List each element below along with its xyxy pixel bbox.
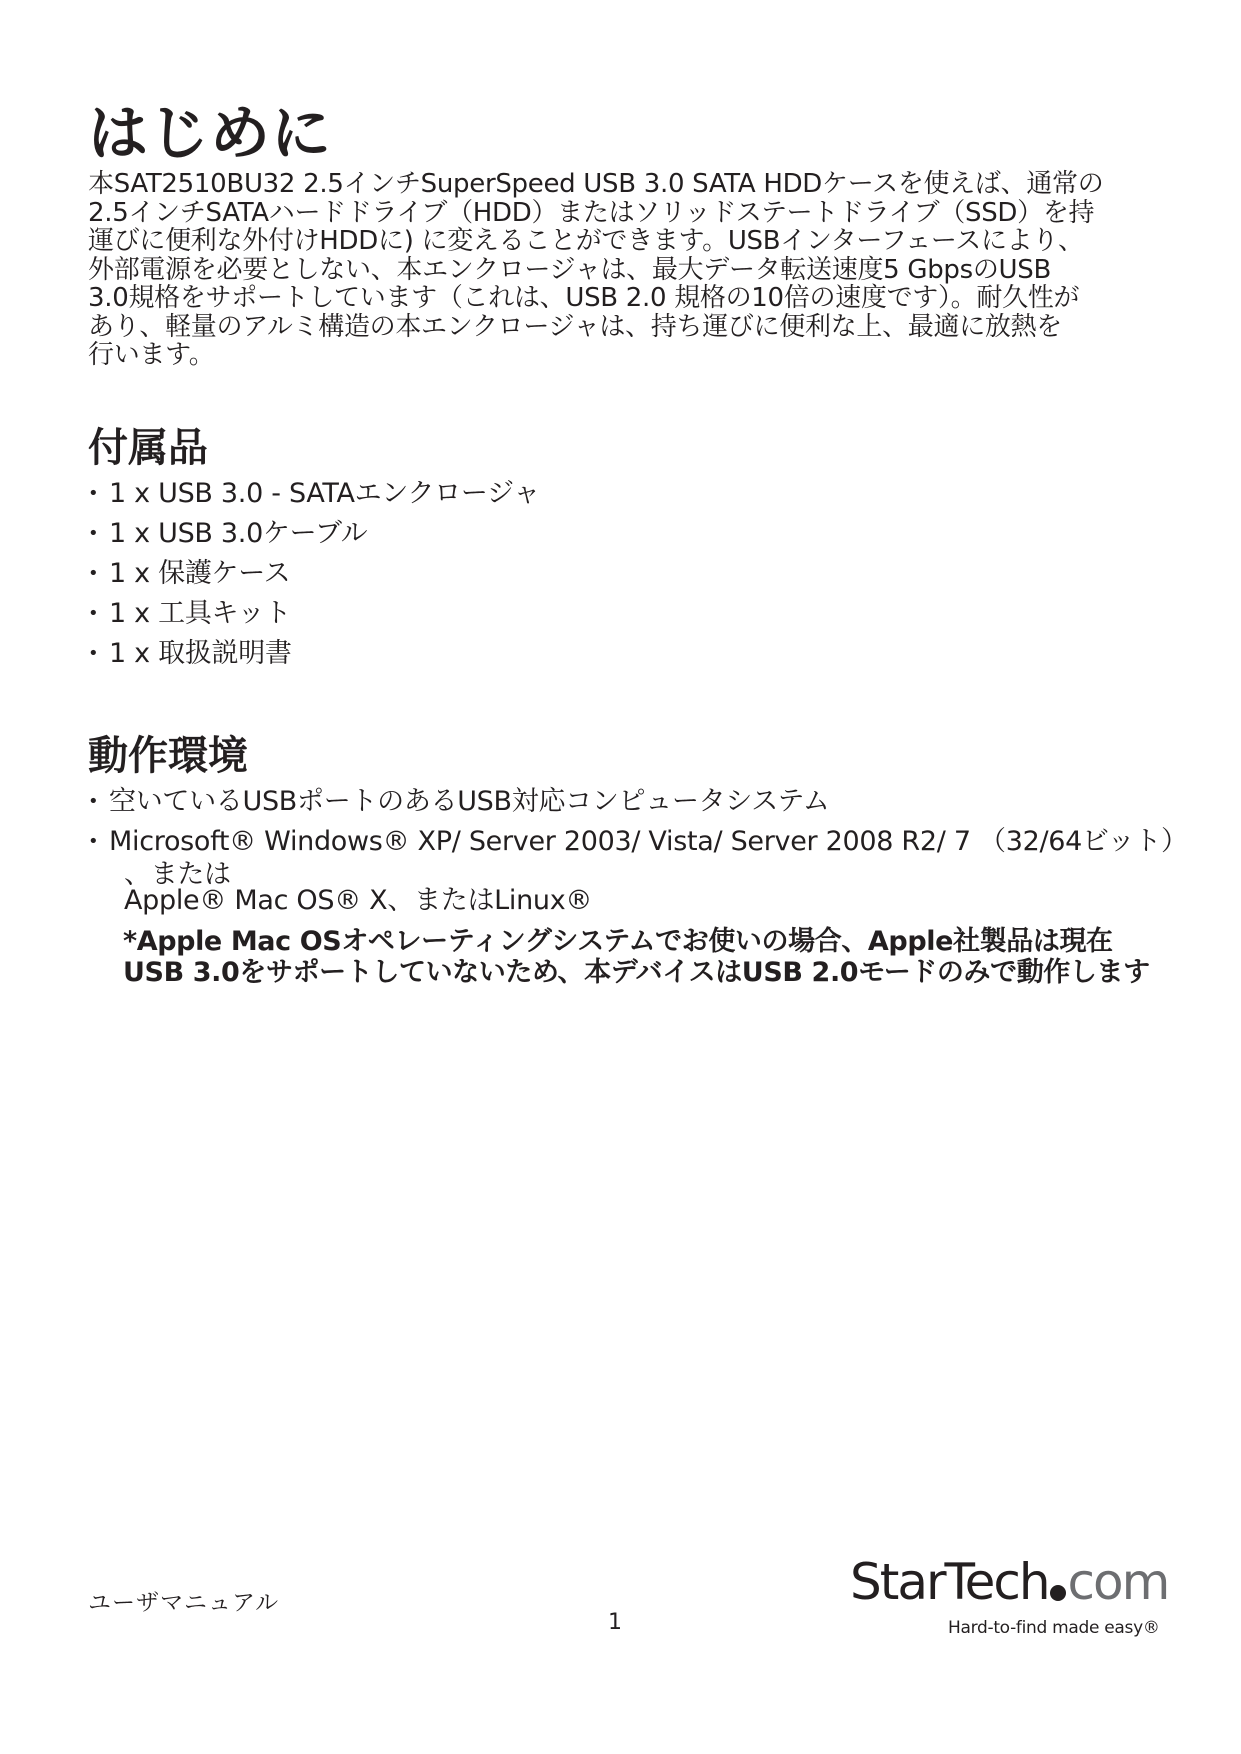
requirements-heading: 動作環境 (88, 732, 248, 779)
list-item: • 1 x 工具キット (88, 594, 1208, 634)
list-item: • 1 x 取扱説明書 (88, 634, 1208, 674)
page-number: 1 (608, 1610, 622, 1635)
contents-heading: 付属品 (88, 424, 208, 471)
startech-logo (850, 1552, 1169, 1642)
intro-line: 運びに便利な外付けHDDに) に変えることができます。USBインターフェースにより、 (88, 226, 1084, 256)
note-line: USB 3.0をサポートしていないため、本デバイスはUSB 2.0モードのみで動作します (123, 956, 1150, 988)
page-title: はじめに (88, 99, 332, 169)
intro-line: 外部電源を必要としない、本エンクロージャは、最大データ転送速度5 GbpsのUSB (88, 254, 1052, 285)
intro-paragraph (88, 170, 1208, 370)
logo-dot-icon (1050, 1585, 1066, 1601)
logo-brand-start: StarTech (850, 1553, 1049, 1611)
os-list-item (88, 822, 1208, 914)
list-item: • 空いているUSBポートのあるUSB対応コンピュータシステム (88, 782, 1208, 822)
intro-line: あり、軽量のアルミ構造の本エンクロージャは、持ち運びに便利な上、最適に放熱を (88, 311, 1063, 342)
os-line: Apple® Mac OS® X、またはLinux® (124, 884, 593, 916)
requirements-list (88, 782, 1208, 914)
logo-brand-end: com (1067, 1553, 1169, 1611)
note-line: *Apple Mac OSオペレーティングシステムでお使いの場合、Apple社製品は現在 (123, 925, 1113, 957)
intro-line: 行います。 (88, 340, 215, 370)
mac-note (123, 926, 1208, 988)
page-content (88, 98, 1208, 988)
list-item: • 1 x 保護ケース (88, 554, 1208, 594)
list-item: • 1 x USB 3.0ケーブル (88, 514, 1208, 554)
intro-line: 本SAT2510BU32 2.5インチSuperSpeed USB 3.0 SATA HDDケースを使えば、通常の (88, 169, 1104, 199)
intro-line: 2.5インチSATAハードドライブ（HDD）またはソリッドステートドライブ（SSD）を持 (88, 197, 1095, 228)
logo-tagline: Hard-to-find made easy® (948, 1618, 1160, 1638)
list-item: • 1 x USB 3.0 - SATAエンクロージャ (88, 474, 1208, 514)
os-line: 、または (124, 858, 231, 890)
logo-wordmark (850, 1552, 1168, 1612)
os-line: • Microsoft® Windows® XP/ Server 2003/ Vista/ Server 2008 R2/ 7 （32/64ビット） (109, 825, 1188, 857)
intro-line: 3.0規格をサポートしています（これは、USB 2.0 規格の10倍の速度です）。耐久性が (88, 283, 1080, 313)
footer-label: ユーザマニュアル (88, 1590, 280, 1616)
contents-list (88, 474, 1208, 674)
